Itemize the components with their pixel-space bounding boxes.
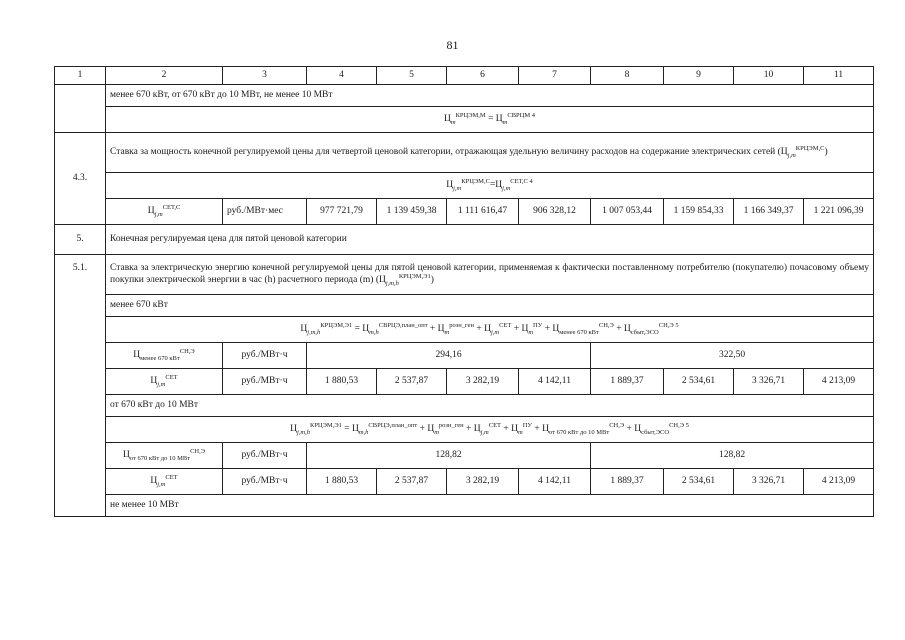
value-cell: 1 889,37	[591, 369, 664, 395]
tariff-table	[54, 66, 874, 517]
header-cell: 5	[377, 67, 447, 85]
table-row	[55, 417, 874, 443]
table-row	[55, 369, 874, 395]
unit-cell: руб./МВт·ч	[223, 343, 307, 369]
header-row	[55, 67, 874, 85]
value-cell: 3 282,19	[447, 469, 519, 495]
value-cell: 294,16	[307, 343, 591, 369]
row-label: $Ц_{от 670 кВт до 10 МВт}^{СН,Э}$	[106, 443, 223, 469]
value-cell: 4 142,11	[519, 469, 591, 495]
value-cell: 3 282,19	[447, 369, 519, 395]
unit-cell: руб./МВт·ч	[223, 369, 307, 395]
value-cell: 1 880,53	[307, 469, 377, 495]
section-text: Ставка за электрическую энергию конечной регулируемой цены для пятой ценовой категории, применяемая к фактически поставленному потребителю (покупателю) почасовому объему покупки электрической энергии в час (h) расчетного периода (m) $(Ц_{j,m,h}^{КРЦЭМ,Э1})$	[106, 255, 874, 295]
value-cell: 1 880,53	[307, 369, 377, 395]
formula-cell: $Ц_{j,m,h}^{КРЦЭМ,Э1} = Ц_{m,h}^{СВРЦЭ,план\_опт} + Ц_m^{розн\_ген} + Ц_{j,m}^{СЕТ} + Ц_m^{ПУ} + Ц_{от 670 кВт до 10 МВт}^{СН,Э} + Ц_{сбыт,ЭСО}^{СН,Э}$ $^5$	[106, 417, 874, 443]
value-cell: 4 142,11	[519, 369, 591, 395]
formula-cell: $Ц_{j,m,h}^{КРЦЭМ,Э1} = Ц_{m,h}^{СВРЦЭ,план\_опт} + Ц_m^{розн\_ген} + Ц_{j,m}^{СЕТ} + Ц_m^{ПУ} + Ц_{менее 670 кВт}^{СН,Э} + Ц_{сбыт,ЭСО}^{СН,Э}$ $^5$	[106, 317, 874, 343]
value-cell: 4 213,09	[804, 369, 874, 395]
table-row	[55, 495, 874, 517]
group-title: не менее 10 МВт	[106, 495, 874, 517]
unit-cell: руб./МВт·мес	[223, 199, 307, 225]
row-label: $Ц_{менее 670 кВт}^{СН,Э}$	[106, 343, 223, 369]
table-row	[55, 199, 874, 225]
header-cell: 2	[106, 67, 223, 85]
table-row	[55, 255, 874, 295]
header-cell: 1	[55, 67, 106, 85]
value-cell: 4 213,09	[804, 469, 874, 495]
section-number: 4.3.	[55, 133, 106, 225]
group-title: от 670 кВт до 10 МВт	[106, 395, 874, 417]
value-cell: 1 166 349,37	[734, 199, 804, 225]
unit-cell: руб./МВт·ч	[223, 443, 307, 469]
table-row	[55, 395, 874, 417]
header-cell: 7	[519, 67, 591, 85]
value-cell: 1 007 053,44	[591, 199, 664, 225]
value-cell: 1 221 096,39	[804, 199, 874, 225]
table-row	[55, 317, 874, 343]
row-label: $Ц_{j,m}^{СЕТ}$	[106, 369, 223, 395]
value-cell: 906 328,12	[519, 199, 591, 225]
value-cell: 1 159 854,33	[664, 199, 734, 225]
table-row	[55, 107, 874, 133]
header-cell: 10	[734, 67, 804, 85]
table-row	[55, 173, 874, 199]
value-cell: 128,82	[307, 443, 591, 469]
page-number: 81	[446, 38, 459, 52]
value-cell: 3 326,71	[734, 369, 804, 395]
section-number: 5.	[55, 225, 106, 255]
value-cell: 1 139 459,38	[377, 199, 447, 225]
section-text: Конечная регулируемая цена для пятой ценовой категории	[106, 225, 874, 255]
table-row	[55, 295, 874, 317]
section-text: Ставка за мощность конечной регулируемой цены для четвертой ценовой категории, отражающая удельную величину расходов на содержание электрических сетей $(Ц_{j,m}^{КРЦЭМ,С})$	[106, 133, 874, 173]
header-cell: 6	[447, 67, 519, 85]
value-cell: 2 534,61	[664, 369, 734, 395]
value-cell: 322,50	[591, 343, 874, 369]
value-cell: 1 111 616,47	[447, 199, 519, 225]
header-cell: 11	[804, 67, 874, 85]
empty-cell	[55, 85, 106, 133]
value-cell: 2 537,87	[377, 369, 447, 395]
group-title: менее 670 кВт	[106, 295, 874, 317]
formula-cell: $Ц_{j,m}^{КРЦЭМ,С}=Ц_{j,m}^{СЕТ,С 4}$	[106, 173, 874, 199]
formula-cell: $Ц_m^{КРЦЭМ,М} = Ц_m^{СВРЦМ 4}$	[106, 107, 874, 133]
table-row	[55, 343, 874, 369]
section-number: 5.1.	[55, 255, 106, 517]
row-text: менее 670 кВт, от 670 кВт до 10 МВт, не менее 10 МВт	[106, 85, 874, 107]
value-cell: 2 537,87	[377, 469, 447, 495]
header-cell: 4	[307, 67, 377, 85]
unit-cell: руб./МВт·ч	[223, 469, 307, 495]
value-cell: 977 721,79	[307, 199, 377, 225]
table-row	[55, 225, 874, 255]
table-row	[55, 85, 874, 107]
value-cell: 128,82	[591, 443, 874, 469]
header-cell: 9	[664, 67, 734, 85]
table-row	[55, 133, 874, 173]
table-row	[55, 443, 874, 469]
table-row	[55, 469, 874, 495]
value-cell: 3 326,71	[734, 469, 804, 495]
value-cell: 1 889,37	[591, 469, 664, 495]
row-label: $Ц_{j,m}^{СЕТ,С}$	[106, 199, 223, 225]
row-label: $Ц_{j,m}^{СЕТ}$	[106, 469, 223, 495]
header-cell: 8	[591, 67, 664, 85]
value-cell: 2 534,61	[664, 469, 734, 495]
header-cell: 3	[223, 67, 307, 85]
